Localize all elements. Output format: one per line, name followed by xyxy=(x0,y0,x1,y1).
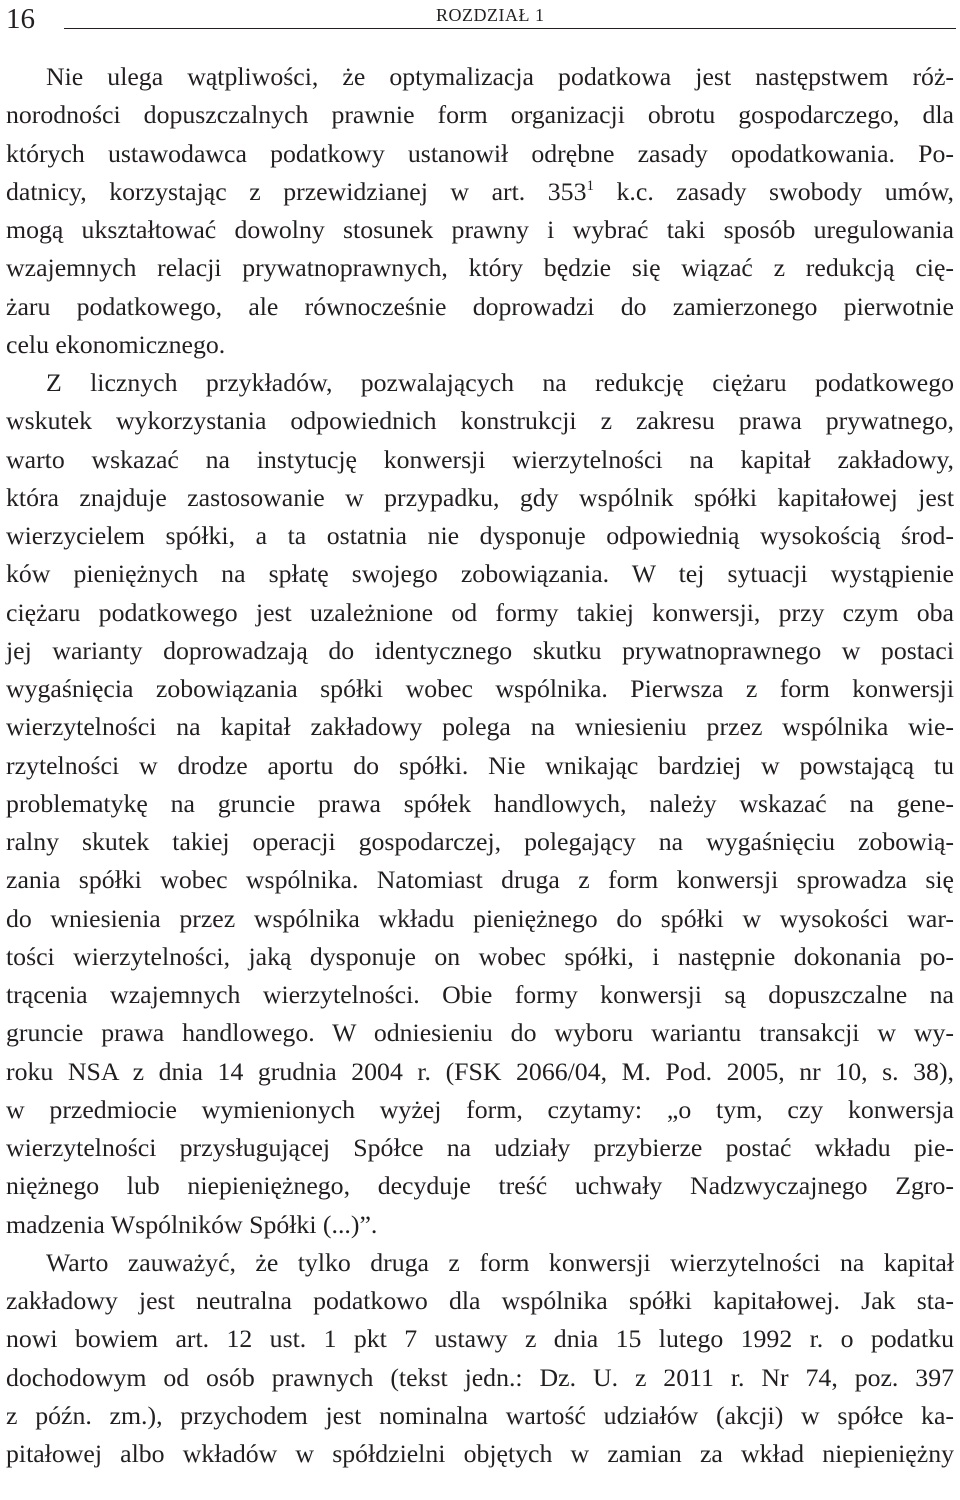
text-line: trącenia wzajemnych wierzytelności. Obie formy konwersji są dopuszczalne na xyxy=(6,980,954,1009)
superscript: 1 xyxy=(586,177,594,194)
text-line: do wniesienia przez wspólnika wkładu pieniężnego do spółki w wysokości war- xyxy=(6,903,954,933)
text-line: wierzytelności przysługującej Spółce na udziały przybierze postać wkładu pie- xyxy=(6,1133,954,1162)
text-line: pitałowej albo wkładów w spółdzielni objętych w zamian za wkład niepieniężny xyxy=(6,1439,954,1468)
text-line: wskutek wykorzystania odpowiednich konstrukcji z zakresu prawa prywatnego, xyxy=(6,406,954,436)
text-line: z późn. zm.), przychodem jest nominalna wartość udziałów (akcji) w spółce ka- xyxy=(6,1400,954,1430)
text-line: problematykę na gruncie prawa spółek handlowych, należy wskazać na gene- xyxy=(6,788,954,818)
text-line: roku NSA z dnia 14 grudnia 2004 r. (FSK 2066/04, M. Pod. 2005, nr 10, s. 38), xyxy=(6,1056,954,1086)
body-text xyxy=(6,58,954,1473)
text-line: wzajemnych relacji prywatnoprawnych, który będzie się wiązać z redukcją cię- xyxy=(6,253,954,283)
text-line: ków pieniężnych na spłatę swojego zobowiązania. W tej sytuacji wystąpienie xyxy=(6,559,954,589)
text-line: Warto zauważyć, że tylko druga z form konwersji wierzytelności na kapitał xyxy=(46,1247,954,1277)
header-rule xyxy=(64,28,956,29)
text-line-with-footnote xyxy=(6,173,954,211)
chapter-title: ROZDZIAŁ 1 xyxy=(436,5,545,25)
text-line: która znajduje zastosowanie w przypadku, gdy wspólnik spółki kapitałowej jest xyxy=(6,482,954,512)
text-line: których ustawodawca podatkowy ustanowił odrębne zasady opodatkowania. Po- xyxy=(6,138,954,168)
text-line: zania spółki wobec wspólnika. Natomiast druga z form konwersji sprowadza się xyxy=(6,865,954,895)
text-line: wierzycielem spółki, a ta ostatnia nie dysponuje odpowiednią wysokością środ- xyxy=(6,521,954,550)
text-line: celu ekonomicznego. xyxy=(6,329,226,359)
text-line: norodności dopuszczalnych prawnie form organizacji obrotu gospodarczego, dla xyxy=(6,100,954,130)
running-head xyxy=(6,0,956,40)
text-line: niężnego lub niepieniężnego, decyduje treść uchwały Nadzwyczajnego Zgro- xyxy=(6,1171,954,1201)
text-line: w przedmiocie wymienionych wyżej form, czytamy: „o tym, czy konwersja xyxy=(6,1094,954,1124)
text-line: tości wierzytelności, jaką dysponuje on wobec spółki, i następnie dokonania po- xyxy=(6,941,954,971)
text-line: madzenia Wspólników Spółki (...)”. xyxy=(6,1209,378,1239)
text-line: Z licznych przykładów, pozwalających na redukcję ciężaru podatkowego xyxy=(46,368,954,397)
text-line: rzytelności w drodze aportu do spółki. Nie wnikając bardziej w powstającą tu xyxy=(6,750,954,780)
text-line: ralny skutek takiej operacji gospodarczej, polegający na wygaśnięciu zobowią- xyxy=(6,827,954,856)
line-segment: datnicy, korzystając z przewidzianej w art. 353 xyxy=(6,176,587,206)
text-line: nowi bowiem art. 12 ust. 1 pkt 7 ustawy z dnia 15 lutego 1992 r. o podatku xyxy=(6,1324,954,1354)
text-line: ciężaru podatkowego jest uzależnione od formy takiej konwersji, przy czym oba xyxy=(6,597,954,627)
text-line: dochodowym od osób prawnych (tekst jedn.: Dz. U. z 2011 r. Nr 74, poz. 397 xyxy=(6,1362,954,1392)
text-line: żaru podatkowego, ale równocześnie doprowadzi do zamierzonego pierwotnie xyxy=(6,291,954,321)
text-line: wygaśnięcia zobowiązania spółki wobec wspólnika. Pierwsza z form konwersji xyxy=(6,674,954,703)
text-line: wierzytelności na kapitał zakładowy polega na wniesieniu przez wspólnika wie- xyxy=(6,712,954,742)
text-line: warto wskazać na instytucję konwersji wierzytelności na kapitał zakładowy, xyxy=(6,444,954,474)
line-segment: k.c. zasady swobody umów, xyxy=(593,176,954,206)
text-line: zakładowy jest neutralna podatkowo dla wspólnika spółki kapitałowej. Jak sta- xyxy=(6,1286,954,1315)
text-line: mogą ukształtować dowolny stosunek prawny i wybrać taki sposób uregulowania xyxy=(6,215,954,244)
text-line: jej warianty doprowadzają do identycznego skutku prywatnoprawnego w postaci xyxy=(6,635,954,665)
page-number: 16 xyxy=(6,3,35,35)
text-line: Nie ulega wątpliwości, że optymalizacja podatkowa jest następstwem róż- xyxy=(46,62,954,91)
text-line: gruncie prawa handlowego. W odniesieniu do wyboru wariantu transakcji w wy- xyxy=(6,1018,954,1048)
